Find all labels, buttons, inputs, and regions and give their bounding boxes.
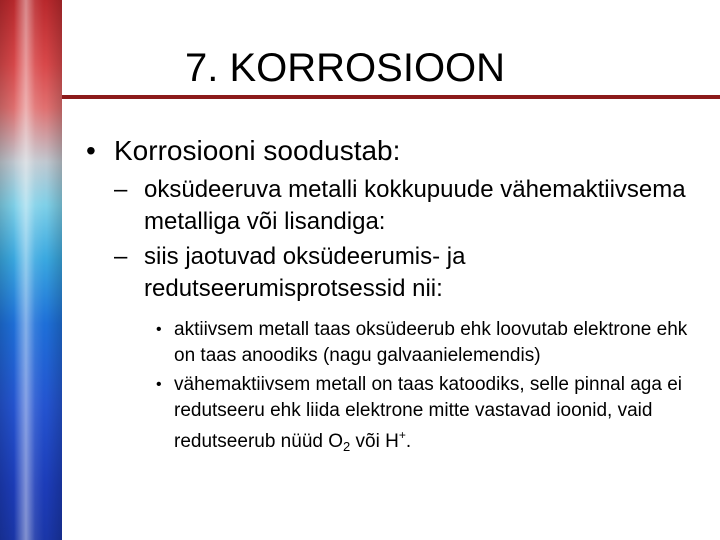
hydrogen-superscript: +: [398, 428, 406, 442]
hydrogen-symbol: H: [385, 431, 399, 452]
detail-text: aktiivsem metall taas oksüdeerub ehk loovutab elektrone ehk on taas anoodiks (nagu galvaanielemendis): [174, 319, 688, 366]
sub-item-2: [114, 241, 706, 305]
detail-item-2: [156, 372, 694, 460]
detail-item-1: [156, 317, 694, 368]
title-underline: [62, 95, 720, 99]
test-tube-shading: [0, 0, 62, 540]
sub-item-text: siis jaotuvad oksüdeerumis- ja redutseerumisprotsessid nii:: [144, 243, 466, 302]
bullet-symbol: •: [86, 135, 96, 166]
formula-end: .: [405, 431, 412, 452]
oxygen-subscript: 2: [343, 439, 351, 454]
slide-content: [86, 134, 706, 462]
detail-list: [86, 317, 706, 460]
oxygen-symbol: O: [328, 431, 344, 452]
bullet-item-main: [86, 134, 706, 168]
chemical-formula: [328, 428, 412, 454]
bullet-symbol: •: [156, 321, 162, 338]
detail-text: vähemaktiivsem metall on taas katoodiks, selle pinnal aga ei redutseeru ehk liida elektrone mitte vastavad ioonid, vaid redutseerub nüüd: [174, 374, 682, 452]
dash-symbol: –: [114, 176, 128, 203]
sub-item-1: [114, 174, 706, 238]
slide-title: 7. KORROSIOON: [185, 46, 506, 90]
sub-item-text: oksüdeeruva metalli kokkupuude vähemaktiivsema metalliga või lisandiga:: [144, 176, 686, 235]
bullet-text: Korrosiooni soodustab:: [114, 135, 401, 166]
decorative-test-tube-strip: [0, 0, 62, 540]
bullet-symbol: •: [156, 376, 162, 393]
formula-conjunction: või: [355, 431, 380, 452]
dash-symbol: –: [114, 243, 128, 270]
